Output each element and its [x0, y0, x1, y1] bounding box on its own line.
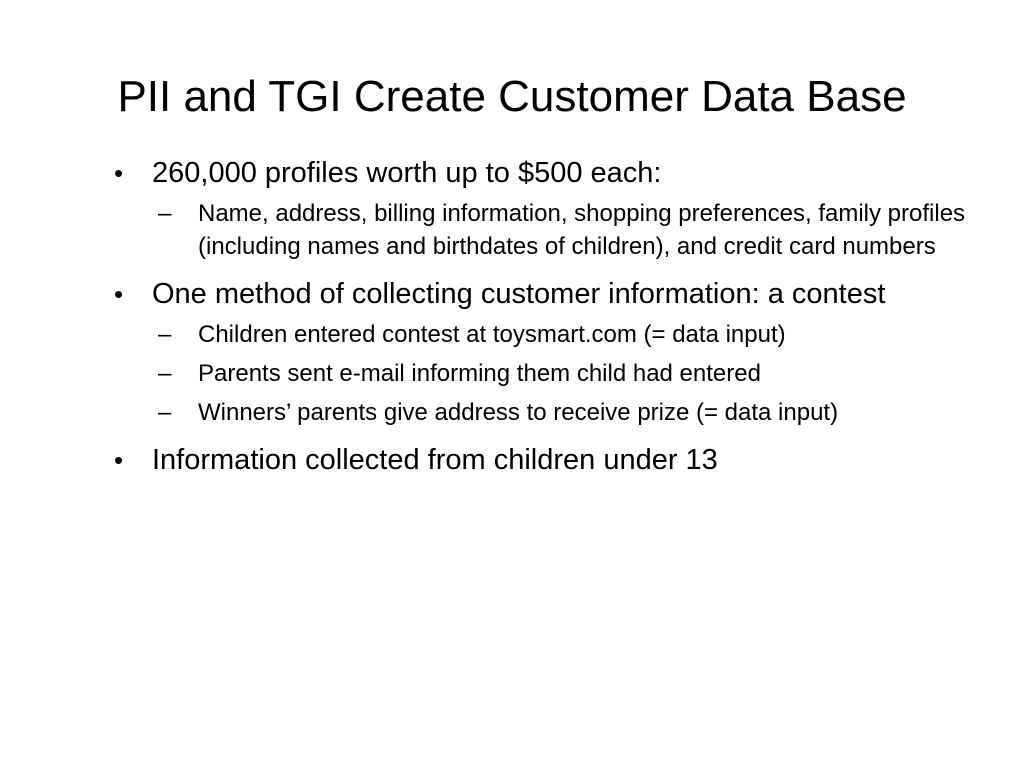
bullet-text: One method of collecting customer information: a contest: [152, 278, 886, 310]
sub-bullet-item: [152, 357, 972, 390]
bullet-list: [112, 156, 972, 478]
sub-bullet-item: [152, 396, 972, 429]
slide-title: PII and TGI Create Customer Data Base: [117, 72, 907, 121]
bullet-item: [112, 156, 972, 263]
sub-bullet-list: [152, 318, 972, 429]
dash-icon: –: [158, 321, 172, 348]
dash-icon: –: [158, 200, 172, 227]
bullet-icon: •: [114, 158, 124, 188]
sub-bullet-text: Children entered contest at toysmart.com (= data input): [198, 321, 786, 348]
slide-body: [112, 156, 972, 492]
sub-bullet-text: Name, address, billing information, shopping preferences, family profiles (including names and birthdates of children), and credit card numbers: [198, 200, 966, 260]
sub-bullet-item: [152, 318, 972, 351]
bullet-icon: •: [114, 445, 124, 475]
dash-icon: –: [158, 360, 172, 387]
bullet-text: 260,000 profiles worth up to $500 each:: [152, 157, 662, 189]
bullet-text: Information collected from children under 13: [152, 444, 718, 476]
sub-bullet-item: [152, 197, 972, 263]
dash-icon: –: [158, 399, 172, 426]
sub-bullet-text: Parents sent e-mail informing them child had entered: [198, 360, 761, 387]
bullet-item: [112, 277, 972, 429]
bullet-icon: •: [114, 279, 124, 309]
sub-bullet-text: Winners’ parents give address to receive prize (= data input): [198, 399, 839, 426]
bullet-item: [112, 443, 972, 478]
sub-bullet-list: [152, 197, 972, 263]
